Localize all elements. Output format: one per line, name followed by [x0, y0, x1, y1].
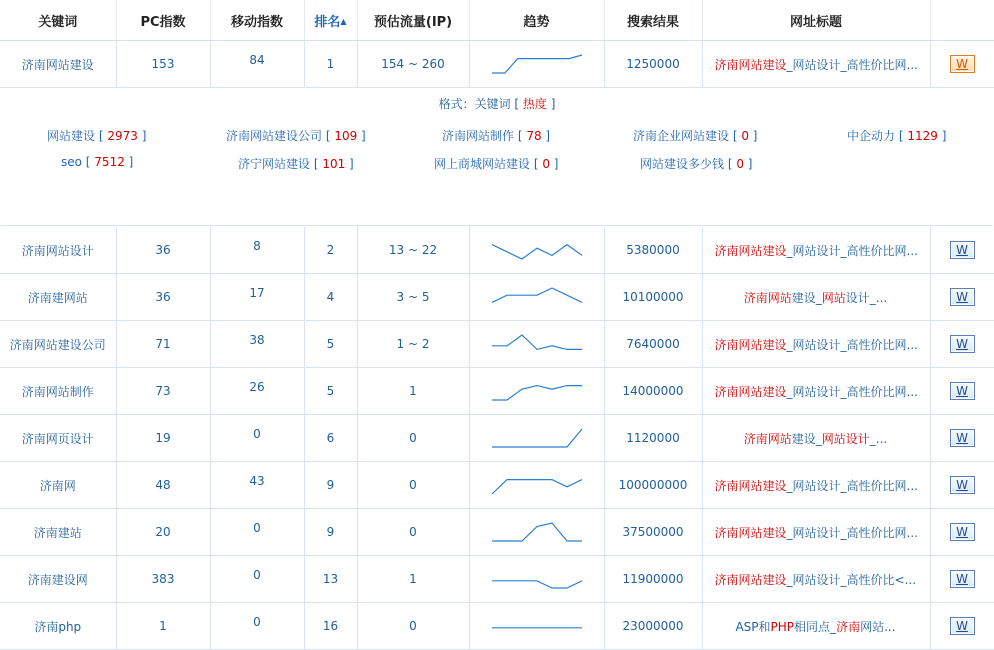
trend-sparkline — [491, 568, 583, 590]
trend-line — [492, 386, 582, 400]
table-row — [0, 556, 994, 603]
results-cell: 1120000 — [604, 415, 702, 462]
table-row — [0, 462, 994, 509]
title-cell[interactable] — [702, 556, 930, 603]
related-keyword-text[interactable]: 济南网站制作 — [442, 129, 515, 143]
trend-line — [492, 55, 582, 73]
title-cell[interactable] — [702, 41, 930, 88]
mobile-index-cell: 17 — [210, 274, 304, 321]
results-cell: 37500000 — [604, 509, 702, 556]
traffic-cell: 0 — [357, 509, 469, 556]
keyword-cell[interactable]: 济南建站 — [0, 509, 116, 556]
mobile-index-cell: 84 — [210, 41, 304, 88]
trend-sparkline — [491, 53, 583, 75]
pc-index-cell: 71 — [116, 321, 210, 368]
title-cell[interactable] — [702, 603, 930, 650]
table-row — [0, 415, 994, 462]
keyword-cell[interactable]: 济南建设网 — [0, 556, 116, 603]
rank-cell: 6 — [304, 415, 357, 462]
word-doc-icon[interactable]: W — [950, 476, 975, 494]
title-segment[interactable]: 网站 — [821, 290, 846, 305]
results-cell: 23000000 — [604, 603, 702, 650]
title-cell[interactable] — [702, 368, 930, 415]
title-segment[interactable]: _网站设计_高性价比网... — [786, 525, 918, 540]
trend-line — [492, 523, 582, 541]
trend-line — [492, 480, 582, 494]
trend-cell — [469, 415, 604, 462]
related-keyword-count: 0 — [736, 157, 744, 171]
trend-sparkline — [491, 427, 583, 449]
word-doc-icon[interactable]: W — [950, 382, 975, 400]
mobile-index-cell: 0 — [210, 556, 304, 603]
word-doc-icon[interactable]: W — [950, 241, 975, 259]
traffic-cell: 13 ~ 22 — [357, 227, 469, 274]
bracket-open: [ — [514, 129, 527, 143]
related-keywords-cell — [0, 88, 994, 228]
keyword-cell[interactable]: 济南php — [0, 603, 116, 650]
bracket-close: ] — [137, 129, 147, 143]
word-doc-icon[interactable]: W — [950, 288, 975, 306]
format-hint-hot: 热度 — [522, 97, 547, 111]
related-keyword-text[interactable]: 济宁网站建设 — [238, 157, 311, 171]
title-segment[interactable]: _网站设计_高性价比网... — [786, 478, 918, 493]
keyword-cell[interactable]: 济南网站建设公司 — [0, 321, 116, 368]
pc-index-cell: 153 — [116, 41, 210, 88]
title-cell[interactable] — [702, 462, 930, 509]
title-segment[interactable]: _网站设计_高性价比网... — [786, 57, 918, 72]
title-segment[interactable]: 济南网站建设 — [714, 337, 787, 352]
related-keyword-count: 0 — [542, 157, 550, 171]
trend-cell — [469, 462, 604, 509]
title-segment[interactable]: 网站... — [860, 619, 896, 634]
format-hint — [1, 95, 993, 112]
related-keyword-count: 1129 — [907, 129, 938, 143]
pc-index-cell: 19 — [116, 415, 210, 462]
traffic-cell: 0 — [357, 415, 469, 462]
title-segment[interactable]: 济南 — [836, 619, 861, 634]
pc-index-cell: 73 — [116, 368, 210, 415]
trend-cell — [469, 603, 604, 650]
trend-sparkline — [491, 239, 583, 261]
traffic-cell: 1 ~ 2 — [357, 321, 469, 368]
format-hint-prefix: 格式：关键词 [ — [438, 97, 523, 111]
action-cell — [930, 368, 994, 415]
bracket-open: [ — [530, 157, 543, 171]
results-cell: 7640000 — [604, 321, 702, 368]
related-keyword-link[interactable] — [47, 127, 146, 144]
action-cell — [930, 556, 994, 603]
action-cell — [930, 509, 994, 556]
trend-sparkline — [491, 333, 583, 355]
col-pc-index-header[interactable]: PC指数 — [116, 0, 210, 41]
trend-line — [492, 245, 582, 259]
action-cell — [930, 41, 994, 88]
bracket-close: ] — [345, 157, 354, 171]
title-segment[interactable]: 设计_... — [845, 290, 888, 305]
table-row — [0, 509, 994, 556]
title-segment[interactable]: _网站设计_高性价比网... — [786, 243, 918, 258]
mobile-index-cell: 26 — [210, 368, 304, 415]
trend-line — [492, 581, 582, 588]
related-keyword-text[interactable]: 中企动力 — [847, 129, 896, 143]
title-cell[interactable] — [702, 321, 930, 368]
results-cell: 100000000 — [604, 462, 702, 509]
action-cell — [930, 227, 994, 274]
trend-sparkline — [491, 286, 583, 308]
title-segment[interactable]: 济南网站 — [743, 431, 792, 446]
title-cell[interactable] — [702, 509, 930, 556]
col-title-header: 网址标题 — [702, 0, 930, 41]
title-segment[interactable]: 济南网站建设 — [714, 57, 787, 72]
rank-cell: 1 — [304, 41, 357, 88]
pc-index-cell: 36 — [116, 227, 210, 274]
keyword-cell[interactable]: 济南网站设计 — [0, 227, 116, 274]
title-segment[interactable]: 济南网站建设 — [714, 572, 787, 587]
title-segment[interactable]: 济南网站建设 — [714, 384, 787, 399]
keyword-cell[interactable]: 济南网页设计 — [0, 415, 116, 462]
bracket-open: [ — [310, 157, 323, 171]
traffic-cell: 0 — [357, 603, 469, 650]
table-row — [0, 321, 994, 368]
title-segment[interactable]: 济南网站 — [743, 290, 792, 305]
pc-index-cell: 1 — [116, 603, 210, 650]
word-doc-icon[interactable]: W — [950, 617, 975, 635]
related-keyword-text[interactable]: 济南企业网站建设 — [633, 129, 730, 143]
trend-line — [492, 288, 582, 302]
word-doc-icon[interactable]: W — [950, 55, 975, 73]
related-keywords-panel — [1, 89, 993, 226]
title-segment[interactable]: 网站设计 — [821, 431, 870, 446]
col-results-header[interactable]: 搜索结果 — [604, 0, 702, 41]
bracket-close: ] — [743, 157, 753, 171]
title-cell[interactable] — [702, 227, 930, 274]
title-segment[interactable]: PHP — [770, 619, 795, 634]
related-keyword-link[interactable] — [847, 127, 946, 144]
pc-index-cell: 20 — [116, 509, 210, 556]
table-row — [0, 274, 994, 321]
related-keyword-count: 101 — [322, 157, 346, 171]
results-cell: 1250000 — [604, 41, 702, 88]
related-keyword-link[interactable] — [640, 155, 752, 172]
traffic-cell: 1 — [357, 556, 469, 603]
keyword-cell[interactable]: 济南网站建设 — [0, 41, 116, 88]
related-keyword-text[interactable]: seo — [61, 155, 82, 169]
bracket-open: [ — [95, 129, 108, 143]
action-cell — [930, 274, 994, 321]
table-row — [0, 41, 994, 88]
col-keyword-header[interactable]: 关键词 — [0, 0, 116, 41]
trend-cell — [469, 274, 604, 321]
bracket-close: ] — [549, 157, 559, 171]
table-row — [0, 368, 994, 415]
mobile-index-cell: 0 — [210, 509, 304, 556]
bracket-open: [ — [729, 129, 742, 143]
related-keywords-row — [0, 88, 994, 228]
keyword-cell[interactable]: 济南建网站 — [0, 274, 116, 321]
mobile-index-cell: 8 — [210, 227, 304, 274]
rank-cell: 16 — [304, 603, 357, 650]
keyword-cell[interactable]: 济南网站制作 — [0, 368, 116, 415]
traffic-cell: 1 — [357, 368, 469, 415]
trend-cell — [469, 556, 604, 603]
title-segment[interactable]: _... — [869, 431, 888, 446]
table-header — [0, 0, 994, 41]
related-keyword-link[interactable] — [226, 127, 366, 144]
related-keyword-text[interactable]: 济南网站建设公司 — [226, 129, 323, 143]
action-cell — [930, 462, 994, 509]
results-cell: 14000000 — [604, 368, 702, 415]
bracket-close: ] — [748, 129, 758, 143]
action-cell — [930, 603, 994, 650]
results-cell: 11900000 — [604, 556, 702, 603]
results-cell: 5380000 — [604, 227, 702, 274]
traffic-cell: 154 ~ 260 — [357, 41, 469, 88]
traffic-cell: 0 — [357, 462, 469, 509]
pc-index-cell: 48 — [116, 462, 210, 509]
rank-cell: 9 — [304, 462, 357, 509]
bracket-open: [ — [895, 129, 908, 143]
related-keyword-count: 7512 — [94, 155, 125, 169]
pc-index-cell: 36 — [116, 274, 210, 321]
trend-sparkline — [491, 615, 583, 637]
rank-cell: 5 — [304, 368, 357, 415]
table-row — [0, 603, 994, 650]
sort-asc-icon[interactable]: ▲ — [340, 16, 347, 26]
col-rank-header[interactable] — [304, 0, 357, 41]
col-traffic-header[interactable]: 预估流量(IP) — [357, 0, 469, 41]
title-segment[interactable]: 建设_ — [791, 290, 822, 305]
keyword-cell[interactable]: 济南网 — [0, 462, 116, 509]
mobile-index-cell: 38 — [210, 321, 304, 368]
bracket-open: [ — [81, 155, 95, 169]
trend-sparkline — [491, 380, 583, 402]
title-segment[interactable]: _网站设计_高性价比网... — [786, 337, 918, 352]
related-keyword-count: 2973 — [107, 129, 138, 143]
rank-header-label[interactable]: 排名 — [314, 14, 341, 30]
title-segment[interactable]: 建设_ — [791, 431, 822, 446]
title-cell[interactable] — [702, 274, 930, 321]
title-segment[interactable]: ASP和 — [735, 619, 771, 634]
word-doc-icon[interactable]: W — [950, 429, 975, 447]
action-cell — [930, 321, 994, 368]
title-cell[interactable] — [702, 415, 930, 462]
related-keyword-count: 109 — [334, 129, 358, 143]
related-keyword-link[interactable] — [434, 155, 558, 172]
rank-cell: 9 — [304, 509, 357, 556]
col-action-header — [930, 0, 994, 41]
pc-index-cell: 383 — [116, 556, 210, 603]
related-keyword-count: 78 — [526, 129, 542, 143]
trend-sparkline — [491, 474, 583, 496]
trend-line — [492, 429, 582, 447]
mobile-index-cell: 0 — [210, 415, 304, 462]
related-keyword-link[interactable] — [61, 155, 133, 169]
rank-cell: 13 — [304, 556, 357, 603]
bracket-open: [ — [322, 129, 335, 143]
bracket-close: ] — [124, 155, 134, 169]
title-segment[interactable]: 相同点_ — [794, 619, 837, 634]
col-trend-header: 趋势 — [469, 0, 604, 41]
title-segment[interactable]: _网站设计_高性价比网... — [786, 384, 918, 399]
trend-cell — [469, 227, 604, 274]
related-keyword-text[interactable]: 网站建设多少钱 — [640, 157, 725, 171]
results-cell: 10100000 — [604, 274, 702, 321]
bracket-close: ] — [937, 129, 947, 143]
mobile-index-cell: 43 — [210, 462, 304, 509]
word-doc-icon[interactable]: W — [950, 523, 975, 541]
related-keyword-link[interactable] — [633, 127, 757, 144]
bracket-close: ] — [541, 129, 551, 143]
action-cell — [930, 415, 994, 462]
format-hint-suffix: ] — [546, 97, 556, 111]
trend-cell — [469, 321, 604, 368]
related-keyword-text[interactable]: 网上商城网站建设 — [434, 157, 531, 171]
title-segment[interactable]: _网站设计_高性价比<... — [786, 572, 917, 587]
related-keyword-text[interactable]: 网站建设 — [47, 129, 96, 143]
related-keyword-link[interactable] — [238, 155, 354, 172]
rank-cell: 5 — [304, 321, 357, 368]
bracket-close: ] — [357, 129, 366, 143]
trend-line — [492, 335, 582, 349]
rank-cell: 2 — [304, 227, 357, 274]
trend-cell — [469, 509, 604, 556]
rank-cell: 4 — [304, 274, 357, 321]
trend-cell — [469, 368, 604, 415]
trend-sparkline — [491, 521, 583, 543]
title-segment[interactable]: 济南网站建设 — [714, 243, 787, 258]
title-segment[interactable]: 济南网站建设 — [714, 525, 787, 540]
word-doc-icon[interactable]: W — [950, 335, 975, 353]
trend-cell — [469, 41, 604, 88]
table-row — [0, 227, 994, 274]
traffic-cell: 3 ~ 5 — [357, 274, 469, 321]
word-doc-icon[interactable]: W — [950, 570, 975, 588]
col-mobile-index-header[interactable]: 移动指数 — [210, 0, 304, 41]
mobile-index-cell: 0 — [210, 603, 304, 650]
title-segment[interactable]: 济南网站建设 — [714, 478, 787, 493]
related-keyword-link[interactable] — [442, 127, 550, 144]
bracket-open: [ — [724, 157, 737, 171]
related-keyword-count: 0 — [741, 129, 749, 143]
